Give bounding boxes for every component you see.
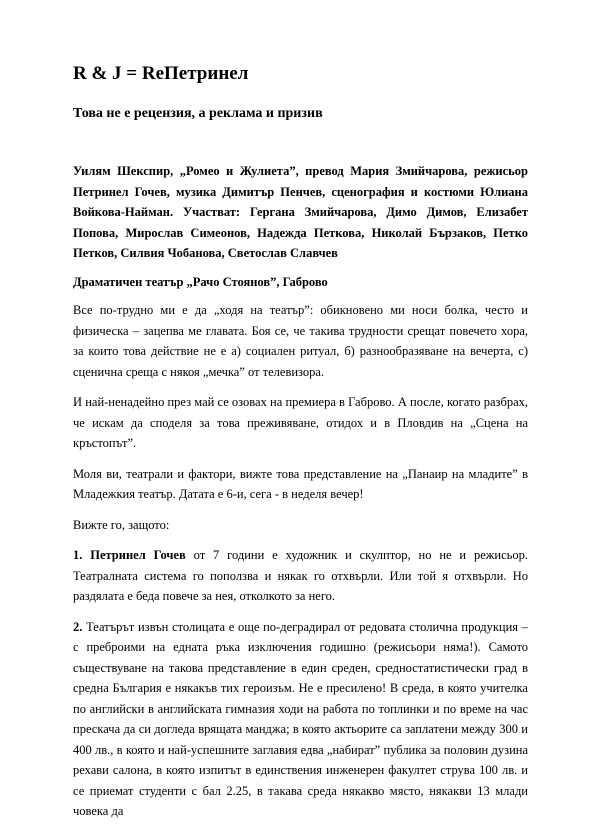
point-1-lead: 1. Петринел Гочев [73,548,186,562]
paragraph-1: Все по-трудно ми е да „ходя на театър”: обикновено ми носи болка, често и физическа – зацепва ме главата. Боя се, че такива трудности срещат повечето хора, за които това действие не е а) социален ритуал, б) разнообразяване на вечерта, с) сценична среща с някоя „мечка” от телевизора. [73,303,528,379]
point-2 [73,617,528,822]
point-2-lead: 2. [73,619,83,634]
point-1 [73,545,528,607]
paragraph-2: И най-ненадейно през май се озовах на премиера в Габрово. А после, когато разбрах, че искам да споделя за това преживяване, отидох и в Пловдив на „Сцена на кръстопът”. [73,395,528,450]
article-subtitle: Това не е рецензия, а реклама и призив [73,106,323,121]
production-credits: Уилям Шекспир, „Ромео и Жулиета”, превод Мария Змийчарова, режисьор Петринел Гочев, музика Димитър Пенчев, сценография и костюми Юлиана Войкова-Найман. Участват: Гергана Змийчарова, Димо Димов, Елизабет Попова, Мирослав Симеонов, Надежда Петкова, Николай Бързаков, Петко Петков, Силвия Чобанова, Светослав Славчев [73,164,528,260]
paragraph-3: Моля ви, театрали и фактори, вижте това представление на „Панаир на младите” в Младежкия театър. Датата е 6-и, сега - в неделя вечер! [73,466,528,501]
theatre-name: Драматичен театър „Рачо Стоянов”, Габрово [73,274,328,289]
document-page [73,62,528,832]
point-1-text: от 7 години е художник и скулптор, но не и режисьор. Театралната система го поползва и някак го отхвърли. Или той я отхвърли. Но раздялата е беда повече за нея, отколкото за него. [73,548,528,603]
point-2-text: Театърът извън столицата е още по-деградирал от редовата столична продукция – с преброими на едната ръка изключения годишно (режисьори няма!). Самото съществуване на такова представление в един среден, средностатистически град в средна България е някакъв тих героизъм. Не е пресилено! В среда, в която учителка по английски в английската гимназия ходи на работа по топлинки и по време на час прескача да си догледа врящата манджа; в която актьорите са заплатени между 300 и 400 лв., в която и най-успешните заглавия едва „набират” публика за половин дузина рехави салона, в която изпитът в единствения инженерен факултет струва 100 лв. и се приемат студенти с бал 2.25, в такава среда някакво място, някакви 13 млади човека да [73,619,528,818]
article-title: R & J = ReПетринел [73,63,249,84]
paragraph-4: Вижте го, защото: [73,517,170,532]
